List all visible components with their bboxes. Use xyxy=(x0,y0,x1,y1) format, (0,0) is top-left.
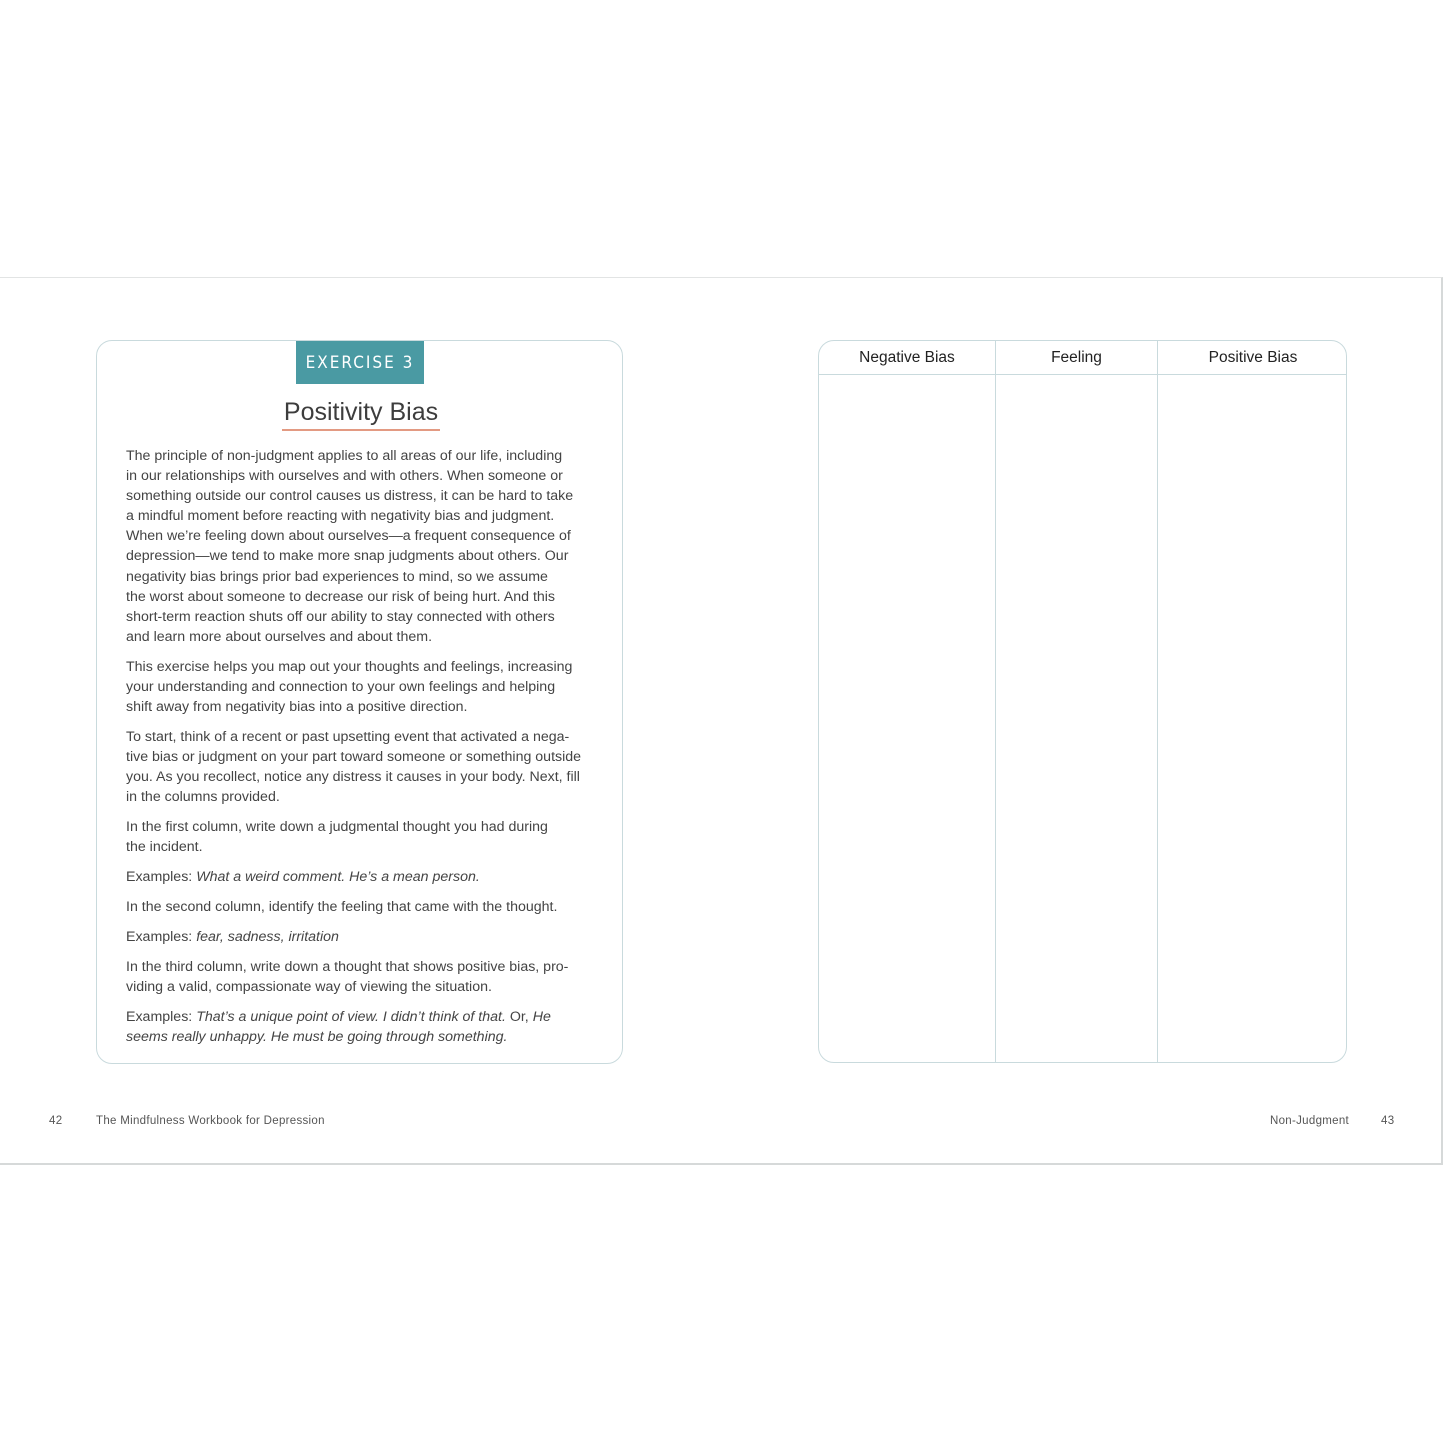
text-line: something outside our control causes us distress, it can be hard to take xyxy=(126,488,574,505)
example-connector: Or, xyxy=(505,1008,533,1025)
worksheet-header-row xyxy=(819,341,1346,375)
example-label: Examples: xyxy=(126,868,197,885)
text-line xyxy=(126,1007,601,1027)
text-line: The principle of non-judgment applies to all areas of our life, including xyxy=(126,448,563,464)
text-line: viding a valid, compassionate way of viewing the situation. xyxy=(126,978,492,995)
text-line: and learn more about ourselves and about them. xyxy=(126,628,433,645)
text-line: short-term reaction shuts off our ability to stay connected with others xyxy=(126,608,555,625)
text-line: the worst about someone to decrease our risk of being hurt. And this xyxy=(126,588,556,605)
example-first-column xyxy=(126,867,601,887)
column-divider xyxy=(995,341,996,1062)
text-line: In the third column, write down a thought that shows positive bias, pro- xyxy=(126,958,569,975)
paragraph-intro xyxy=(126,446,601,647)
text-line: When we’re feeling down about ourselves—a frequent consequence of xyxy=(126,528,571,545)
example-text: seems really unhappy. He must be going through something. xyxy=(126,1028,508,1045)
text-line: tive bias or judgment on your part toward someone or something outside xyxy=(126,748,582,765)
paragraph-second-column xyxy=(126,897,601,917)
example-label: Examples: xyxy=(126,1008,197,1025)
column-divider xyxy=(1157,341,1158,1062)
text-line: depression—we tend to make more snap judgments about others. Our xyxy=(126,548,569,565)
example-second-column xyxy=(126,927,601,947)
example-text: That’s a unique point of view. I didn’t think of that. xyxy=(196,1008,506,1025)
example-text: What a weird comment. He’s a mean person. xyxy=(196,868,480,885)
text-line: In the first column, write down a judgmental thought you had during xyxy=(126,818,548,835)
exercise-badge: EXERCISE 3 xyxy=(296,341,424,384)
exercise-body xyxy=(126,446,601,1057)
example-third-column xyxy=(126,1007,601,1047)
page-number-right: 43 xyxy=(1381,1115,1395,1127)
paragraph-start xyxy=(126,727,601,807)
text-line: shift away from negativity bias into a positive direction. xyxy=(126,698,468,715)
page-number-left: 42 xyxy=(49,1115,63,1127)
text-line: negativity bias brings prior bad experiences to mind, so we assume xyxy=(126,568,548,585)
example-text: He xyxy=(532,1008,551,1025)
text-line: In the second column, identify the feeling that came with the thought. xyxy=(126,898,558,915)
text-line: a mindful moment before reacting with negativity bias and judgment. xyxy=(126,508,555,525)
running-head-left: The Mindfulness Workbook for Depression xyxy=(96,1115,325,1127)
column-header-positive-bias: Positive Bias xyxy=(1208,348,1298,366)
paragraph-third-column xyxy=(126,957,601,997)
text-line: in the columns provided. xyxy=(126,789,280,806)
worksheet-table xyxy=(818,340,1347,1063)
exercise-title-text: Positivity Bias xyxy=(282,398,440,431)
exercise-title xyxy=(96,398,626,431)
text-line: This exercise helps you map out your thoughts and feelings, increasing xyxy=(126,658,573,675)
running-head-right: Non-Judgment xyxy=(1270,1115,1350,1127)
column-header-feeling: Feeling xyxy=(1051,348,1102,366)
text-line: the incident. xyxy=(126,839,203,856)
column-header-negative-bias: Negative Bias xyxy=(859,348,955,366)
text-line: you. As you recollect, notice any distress it causes in your body. Next, fill xyxy=(126,769,580,785)
text-line: your understanding and connection to your own feelings and helping xyxy=(126,678,556,695)
paragraph-purpose xyxy=(126,657,601,717)
example-text: fear, sadness, irritation xyxy=(196,928,339,945)
text-line: To start, think of a recent or past upsetting event that activated a nega- xyxy=(126,728,570,745)
example-label: Examples: xyxy=(126,928,197,945)
text-line: in our relationships with ourselves and with others. When someone or xyxy=(126,468,563,485)
paragraph-first-column xyxy=(126,817,601,857)
